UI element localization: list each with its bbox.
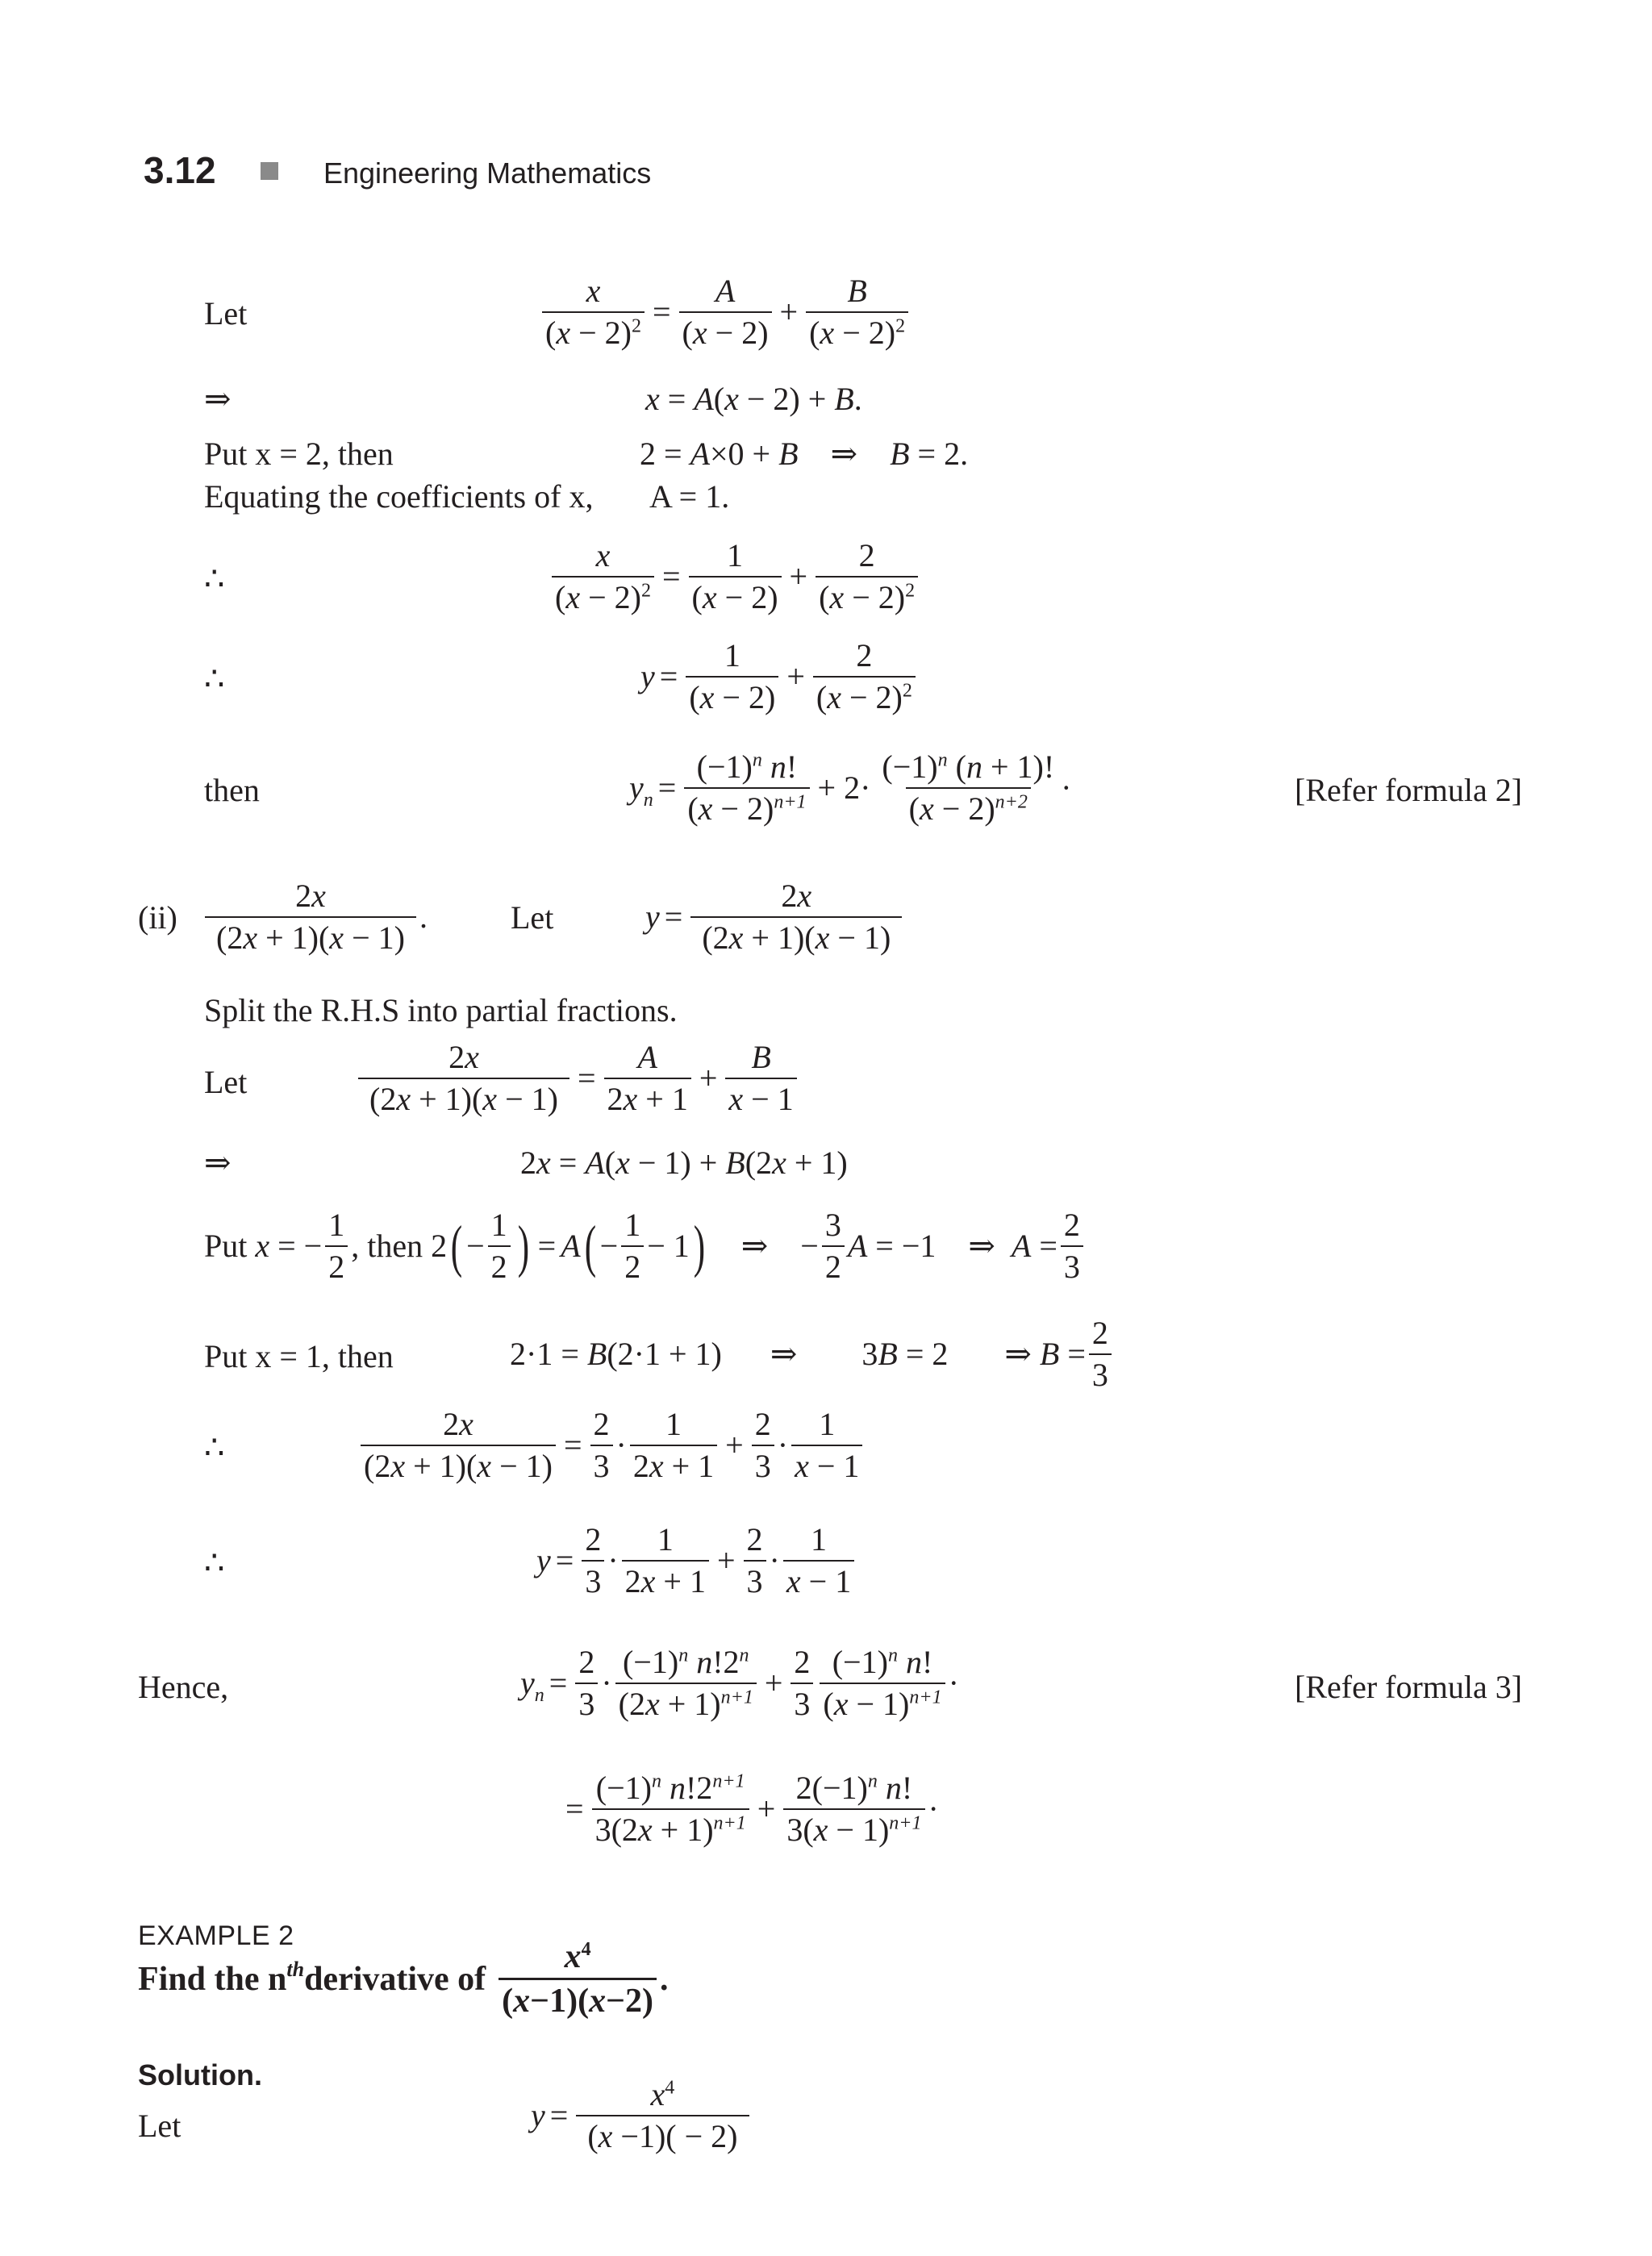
equation-y-ii: y = $\frac{2x}{(2x + 1)(x - 1)}$ <box>645 879 905 955</box>
put-x-2-text <box>204 438 394 470</box>
book-title: Engineering Mathematics <box>323 156 652 190</box>
implies-2: ⇒ <box>204 1145 232 1181</box>
part-ii-expression: $\frac{2x}{(2x + 1)(x - 1)}$ . <box>202 879 428 955</box>
part-ii-label: (ii) <box>138 899 177 936</box>
equation-decomposed: $\frac{x}{(x - 2)^2}$ = $\frac{1}{(x - 2)}$ + $\frac{2}{(x - 2)^2}$ <box>549 539 921 615</box>
example-statement <box>138 1939 669 2019</box>
split-text: Split the R.H.S into partial fractions. <box>204 992 678 1028</box>
put-x-1-text: Put x = 1, then <box>204 1338 394 1374</box>
equation-partial-fraction-setup: $\frac{x}{(x - 2)^2}$ = $\frac{A}{(x - 2)}$ + $\frac{B}{(x - 2)^2}$ <box>539 274 912 350</box>
therefore-4: ∴ <box>204 1545 225 1581</box>
equation-b-eq-2: 2 = A×0 + B ⇒ B = 2. <box>640 436 969 472</box>
equation-decomposed-ii: $\frac{2x}{(2x + 1)(x - 1)}$ = $\frac{2}{3}$ · $\frac{1}{2x + 1}$ + $\frac{2}{3}$ · $\frac{1}{x - 1}$ <box>357 1407 866 1483</box>
therefore-3: ∴ <box>204 1429 225 1466</box>
hence-text: Hence, <box>138 1669 229 1705</box>
equating-text: Equating the coefficients of x, <box>204 478 594 515</box>
put-x-2-label: Put x = 2, then <box>204 436 394 472</box>
equation-2x-eq: 2x = A(x − 1) + B(2x + 1) <box>520 1145 848 1181</box>
equation-y-example2: y = $\frac{x^4}{(x -1)( - 2)}$ <box>531 2078 753 2154</box>
label-let-3: Let <box>204 1064 248 1100</box>
header-square-icon <box>261 162 278 180</box>
equation-put-x-neg-half: Put x = − $\frac{1}{2}$ , then 2 ( − $\frac{1}{2}$ ) = A ( − $\frac{1}{2}$ − 1 ) ⇒ − $\frac{3}{2}$ A = −1 ⇒ A = $\frac{2}{3}$ <box>204 1208 1087 1284</box>
equation-b-value: 2·1 = B(2·1 + 1) ⇒ 3B = 2 ⇒ B = $\frac{2}{3}$ <box>510 1316 1115 1392</box>
statement-text: Find the n <box>138 1960 287 1998</box>
equation-partial-ii: $\frac{2x}{(2x + 1)(x - 1)}$ = $\frac{A}{2x + 1}$ + $\frac{B}{x - 1}$ <box>355 1040 800 1116</box>
equation-x-eq: x = A(x − 2) + B. <box>645 381 862 417</box>
equation-y: y = $\frac{1}{(x - 2)}$ + $\frac{2}{(x - 2)^2}$ <box>640 639 919 715</box>
label-then: then <box>204 772 260 808</box>
equation-yn-final: = $\frac{(-1)^n n!2^{n+1}}{3(2x + 1)^{n+1}}$ + $\frac{2(-1)^n n!}{3(x - 1)^{n+1}}$ · <box>565 1770 939 1848</box>
example-heading: EXAMPLE 2 <box>138 1920 294 1951</box>
equation-yn-1: $y_n$ = $\frac{(-1)^n n!}{(x - 2)^{n+1}}$ + 2· $\frac{(-1)^n (n + 1)!}{(x - 2)^{n+2}}$ · <box>629 749 1072 827</box>
therefore-1: ∴ <box>204 561 225 597</box>
label-let-4: Let <box>138 2108 181 2144</box>
therefore-2: ∴ <box>204 661 225 697</box>
refer-formula-2: [Refer formula 2] <box>1295 772 1523 808</box>
implies-1: ⇒ <box>204 381 232 417</box>
example-statement-row: Find the n $^{th}$ derivative of $\frac{x^4}{(x-1)(x-2)}$ . <box>138 1938 669 2020</box>
page-number: 3.12 <box>144 149 216 191</box>
statement-tail: derivative of <box>304 1960 486 1998</box>
label-let-2: Let <box>511 899 554 936</box>
equation-yn-2: $y_n$ = $\frac{2}{3}$ · $\frac{(-1)^n n!2^n}{(2x + 1)^{n+1}}$ + $\frac{2}{3}$ $\frac{(-1)^n n!}{(x - 1)^{n+1}}$ · <box>520 1644 959 1722</box>
equation-y-ii-decomposed: y = $\frac{2}{3}$ · $\frac{1}{2x + 1}$ + $\frac{2}{3}$ · $\frac{1}{x - 1}$ <box>536 1523 857 1599</box>
label-let-1: Let <box>204 295 248 332</box>
refer-formula-3: [Refer formula 3] <box>1295 1669 1523 1705</box>
solution-label: Solution. <box>138 2058 262 2091</box>
a-eq-1-text: A = 1. <box>649 478 730 515</box>
